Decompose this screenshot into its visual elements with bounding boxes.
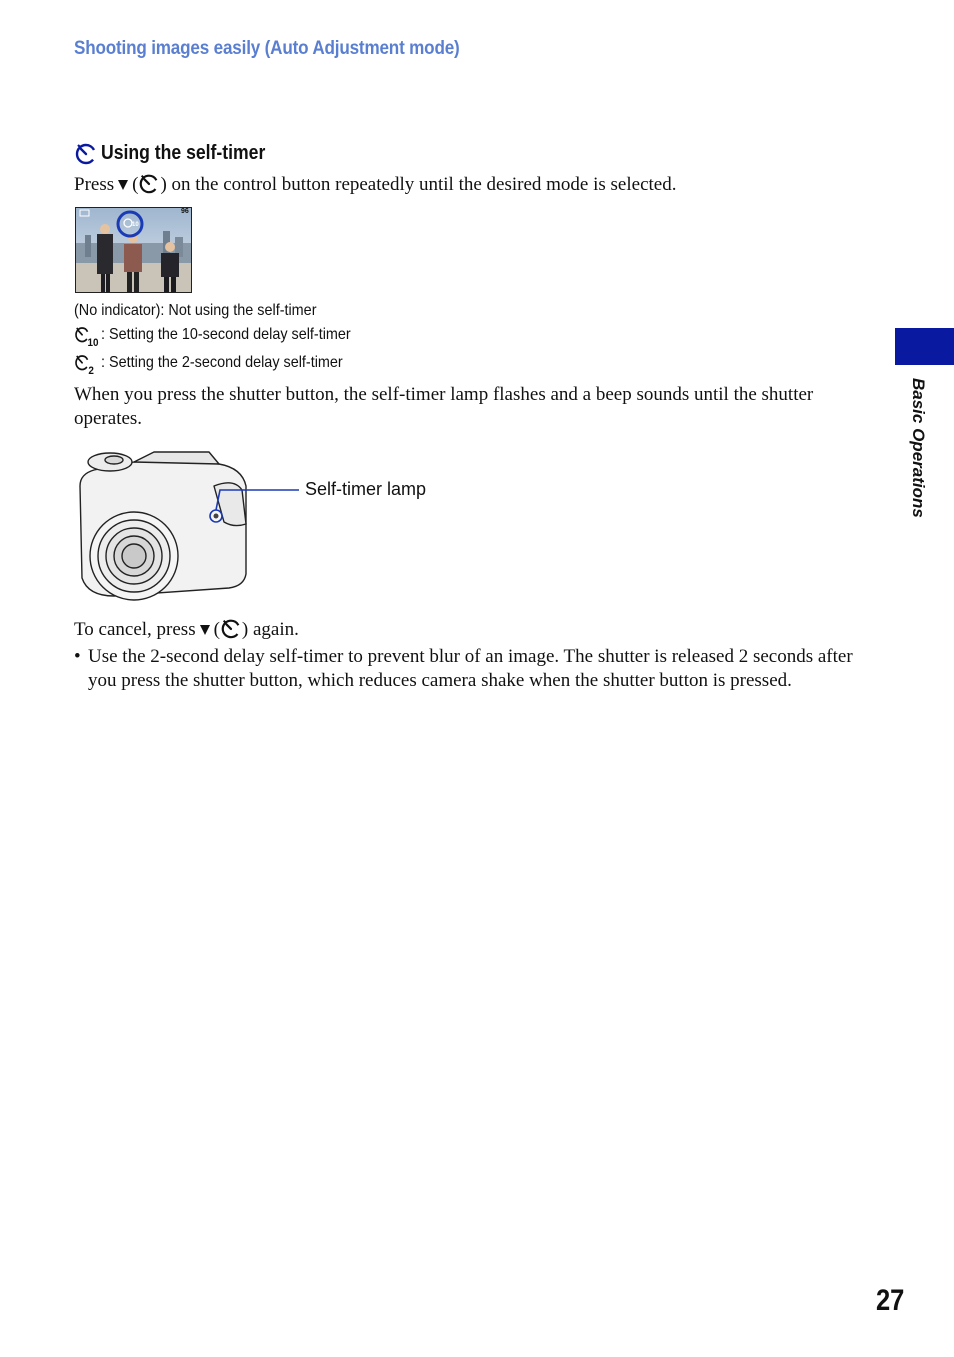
sidebar-section-label: Basic Operations [909,378,928,518]
shot-counter: 96 [181,208,189,215]
section-tab-marker [895,328,954,365]
mode-item-none: (No indicator): Not using the self-timer [74,302,317,319]
self-timer-icon [74,141,98,165]
bullet-mark: • [74,646,81,667]
self-timer-10-icon: 10 [74,325,101,351]
mode-list [74,299,574,379]
mode-item-10s: 10 : Setting the 10-second delay self-timer [74,323,524,351]
camera-illustration [74,446,304,604]
section-title-text: Using the self-timer [101,141,266,164]
self-timer-lamp-label: Self-timer lamp [305,479,427,499]
self-timer-2-icon: 2 [74,353,101,379]
intro-paragraph: Press ( ) on the control button repeatedly until the desired mode is selected. [74,172,864,201]
self-timer-icon [220,617,242,646]
running-header: Shooting images easily (Auto Adjustment mode) [74,38,460,59]
cancel-paragraph: To cancel, press ( ) again. [74,617,299,646]
lcd-screen-image [75,207,192,293]
down-triangle-icon [200,625,210,635]
tip-text: Use the 2-second delay self-timer to prevent blur of an image. The shutter is released 2 seconds after you press the shutter button, which reduces camera shake when the shutter button is pressed. [88,646,853,691]
mode-item-2s: 2 : Setting the 2-second delay self-timer [74,351,524,379]
page-number: 27 [876,1284,905,1317]
down-triangle-icon [118,180,128,190]
tip-bullet [74,645,864,693]
section-title [74,140,288,166]
self-timer-icon [138,172,160,201]
timer-badge: 10 [132,222,139,228]
lamp-paragraph: When you press the shutter button, the self-timer lamp flashes and a beep sounds until the shutter operates. [74,384,814,429]
